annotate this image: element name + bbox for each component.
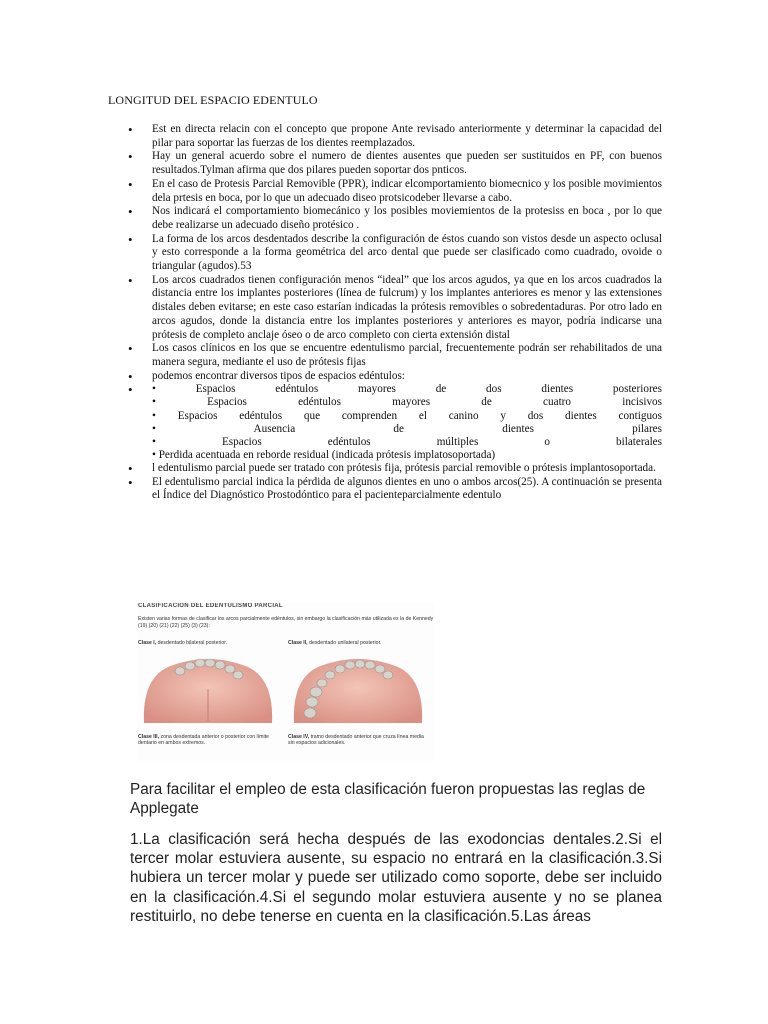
list-item: • La forma de los arcos desdentados describe la configuración de éstos cuando son vistos desde un aspecto oclusal y esto corresponde a la forma geométrica del arco dental que puede ser clasificado como cuadrado, ovoide o triangular (agudos).53	[128, 233, 662, 274]
list-item: • Los arcos cuadrados tienen configuración menos “ideal” que los arcos agudos, ya que en los arcos cuadrados la distancia entre los implantes posteriores (línea de fulcrum) y los implantes anteriores es menor y las extensiones distales deben evitarse; en este caso estarían indicadas la prótesis removibles o sobredentaduras. Por otro lado en arcos agudos, donde la distancia entre los implantes posteriores y anteriores es mayor, podría indicarse una prótesis de completo anclaje óseo o de arco completo con cierta extensión distal	[128, 274, 662, 343]
kennedy-classification-figure	[138, 603, 434, 761]
subtype-item: • Espacios edéntulos múltiples o bilaterales	[152, 435, 662, 448]
class-3-text: zona desdentada anterior o posterior con límite dentario en ambos extremos.	[138, 734, 269, 747]
list-item-subtypes	[128, 383, 662, 462]
subtype-item: • Espacios edéntulos mayores de cuatro incisivos	[152, 396, 662, 409]
class-2-label: Clase II,	[288, 640, 308, 646]
figure-header: CLASIFICACIÓN DEL EDENTULISMO PARCIAL	[138, 603, 283, 609]
class-4-label: Clase IV,	[288, 734, 310, 740]
class-3-label: Clase III,	[138, 734, 160, 740]
class-1-arch-illustration	[138, 649, 278, 731]
class-1-text: desdentado bilateral posterior.	[157, 640, 228, 646]
class-2-caption	[288, 640, 428, 646]
list-item: • Hay un general acuerdo sobre el numero de dientes ausentes que pueden ser sustituidos en PF, con buenos resultados.Tylman afirma que dos pilares pueden soportar dos pnticos.	[128, 150, 662, 177]
bullet-list	[128, 123, 662, 503]
class-4-text: tramo desdentado anterior que cruza línea media sin espacios adicionales.	[288, 734, 424, 747]
list-item: • El edentulismo parcial indica la pérdida de algunos dientes en uno o ambos arcos(25). A continuación se presenta el Índice del Diagnóstico Prostodóntico para el pacienteparcialmente edentulo	[128, 476, 662, 503]
applegate-intro-paragraph: Para facilitar el empleo de esta clasificación fueron propuestas las reglas de Applegate	[130, 781, 646, 818]
class-2-arch-illustration	[288, 649, 428, 731]
applegate-rules-paragraph: 1.La clasificación será hecha después de las exodoncias dentales.2.Si el tercer molar estuviera ausente, su espacio no entrará en la clasificación.3.Si hubiera un tercer molar y puede ser utilizado como soporte, debe ser incluido en la clasificación.4.Si el segundo molar estuviera ausente y no se planea restituirlo, no debe tenerse en cuenta en la clasificación.5.Las áreas	[130, 831, 662, 925]
class-1-label: Clase I,	[138, 640, 157, 646]
subtype-item: • Espacios edéntulos que comprenden el canino y dos dientes contiguos	[152, 409, 662, 422]
list-item: • l edentulismo parcial puede ser tratado con prótesis fija, prótesis parcial removible o prótesis implantosoportada.	[128, 462, 662, 476]
list-item: • En el caso de Protesis Parcial Removible (PPR), indicar elcomportamiento biomecnico y los posible movimientos dela prtesis en boca, por lo que un adecuado diseo protsicodeber llevarse a cabo.	[128, 178, 662, 205]
subtype-item: • Ausencia de dientes pilares	[152, 422, 662, 435]
class-3-caption	[138, 734, 278, 746]
list-item: • Los casos clínicos en los que se encuentre edentulismo parcial, frecuentemente podrán ser rehabilitados de una manera segura, mediante el uso de prótesis fijas	[128, 342, 662, 369]
list-item: • Nos indicará el comportamiento biomecánico y los posibles moviemientos de la protesiss en boca , por lo que debe realizarse un adecuado diseño protésico .	[128, 205, 662, 232]
subtype-list	[152, 383, 662, 462]
subtype-item: • • Espacios edéntulos mayores de dos dientes posteriores	[152, 383, 662, 396]
class-2-text: desdentado unilateral posterior.	[309, 640, 382, 646]
class-1-caption	[138, 640, 278, 646]
class-4-caption	[288, 734, 428, 746]
section-title: LONGITUD DEL ESPACIO EDENTULO	[108, 93, 318, 107]
figure-intro: Existen varias formas de clasificar los arcos parcialmente edéntulos, sin embargo la clasificación más utilizada es la de Kennedy (19) (20) (21) (22) (25) (3) (23):	[138, 616, 434, 629]
list-item: • podemos encontrar diversos tipos de espacios edéntulos:	[128, 370, 662, 384]
subtype-item: • Perdida acentuada en reborde residual (indicada prótesis implatosoportada)	[152, 448, 496, 461]
list-item: • Est en directa relacin con el concepto que propone Ante revisado anteriormente y determinar la capacidad del pilar para soportar las fuerzas de los dientes reemplazados.	[128, 123, 662, 150]
